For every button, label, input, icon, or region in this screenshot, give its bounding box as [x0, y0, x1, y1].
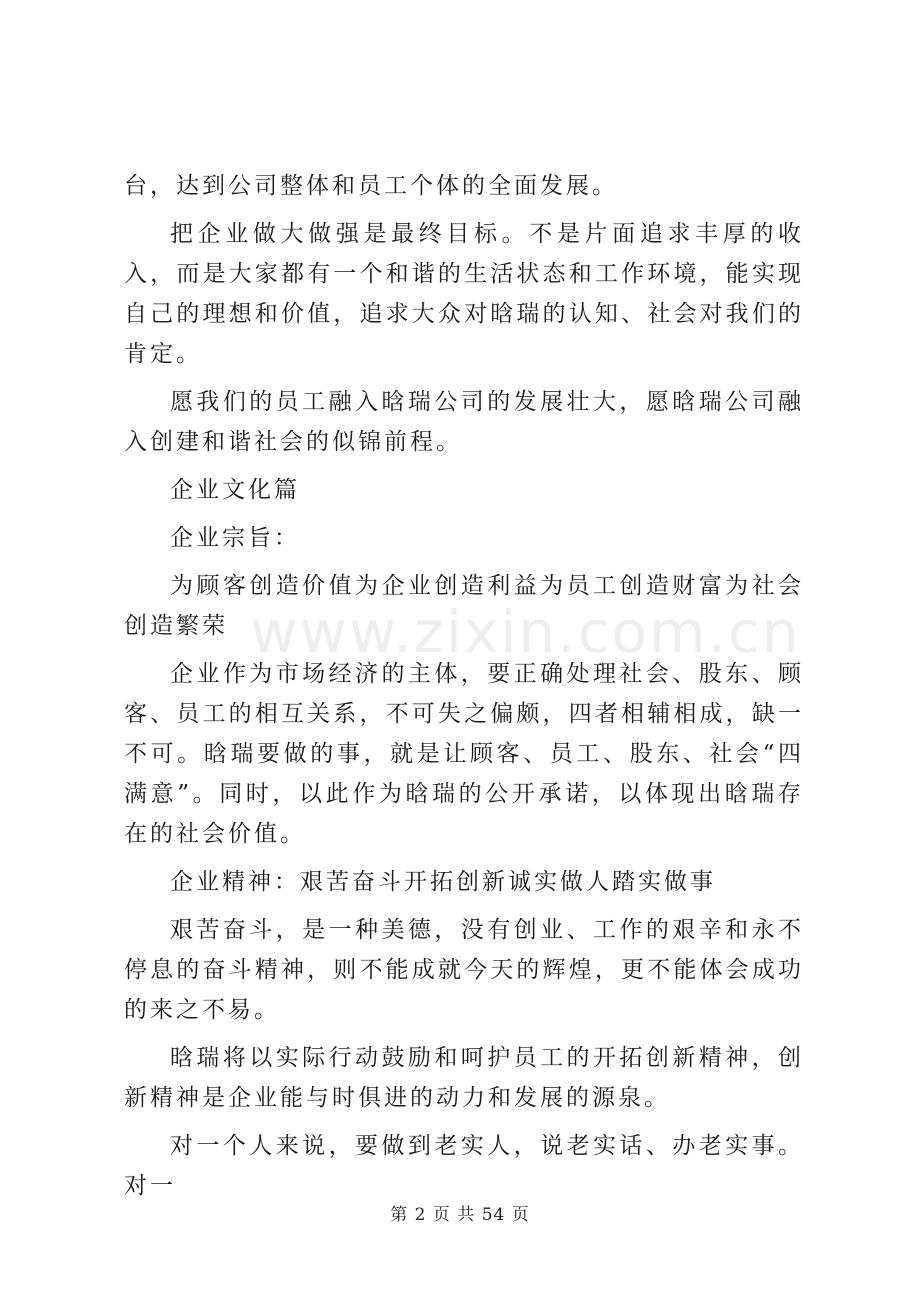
watermark: www.zixin.com.cn — [250, 598, 801, 666]
paragraph-2: 把企业做大做强是最终目标。不是片面追求丰厚的收入，而是大家都有一个和谐的生活状态和工作环境，能实现自己的理想和价值，追求大众对晗瑞的认知、社会对我们的肯定。 — [124, 221, 804, 367]
paragraph-innovation: 晗瑞将以实际行动鼓励和呵护员工的开拓创新精神，创新精神是企业能与时俱进的动力和发展的源泉。 — [124, 1045, 804, 1111]
subheading-spirit: 企业精神：艰苦奋斗开拓创新诚实做人踏实做事 — [170, 869, 716, 895]
paragraph-purpose: 为顾客创造价值为企业创造利益为员工创造财富为社会创造繁荣 — [124, 573, 804, 639]
paragraph-3: 愿我们的员工融入晗瑞公司的发展壮大，愿晗瑞公司融入创建和谐社会的似锦前程。 — [124, 389, 804, 455]
document-body — [124, 166, 804, 1214]
paragraph-hardwork: 艰苦奋斗，是一种美德，没有创业、工作的艰辛和永不停息的奋斗精神，则不能成就今天的辉煌，更不能体会成功的来之不易。 — [124, 917, 804, 1023]
section-heading-culture: 企业文化篇 — [170, 477, 300, 503]
paragraph-honesty: 对一个人来说，要做到老实人，说老实话、办老实事。对一 — [124, 1133, 804, 1199]
paragraph-relations: 企业作为市场经济的主体，要正确处理社会、股东、顾客、员工的相互关系，不可失之偏颇，四者相辅相成，缺一不可。晗瑞要做的事，就是让顾客、员工、股东、社会“四满意”。同时，以此作为晗瑞的公开承诺，以体现出晗瑞存在的社会价值。 — [124, 661, 804, 847]
page-number-footer: 第 2 页 共 54 页 — [390, 1205, 530, 1225]
paragraph-1: 台，达到公司整体和员工个体的全面发展。 — [124, 173, 618, 199]
subheading-purpose: 企业宗旨： — [170, 525, 300, 551]
